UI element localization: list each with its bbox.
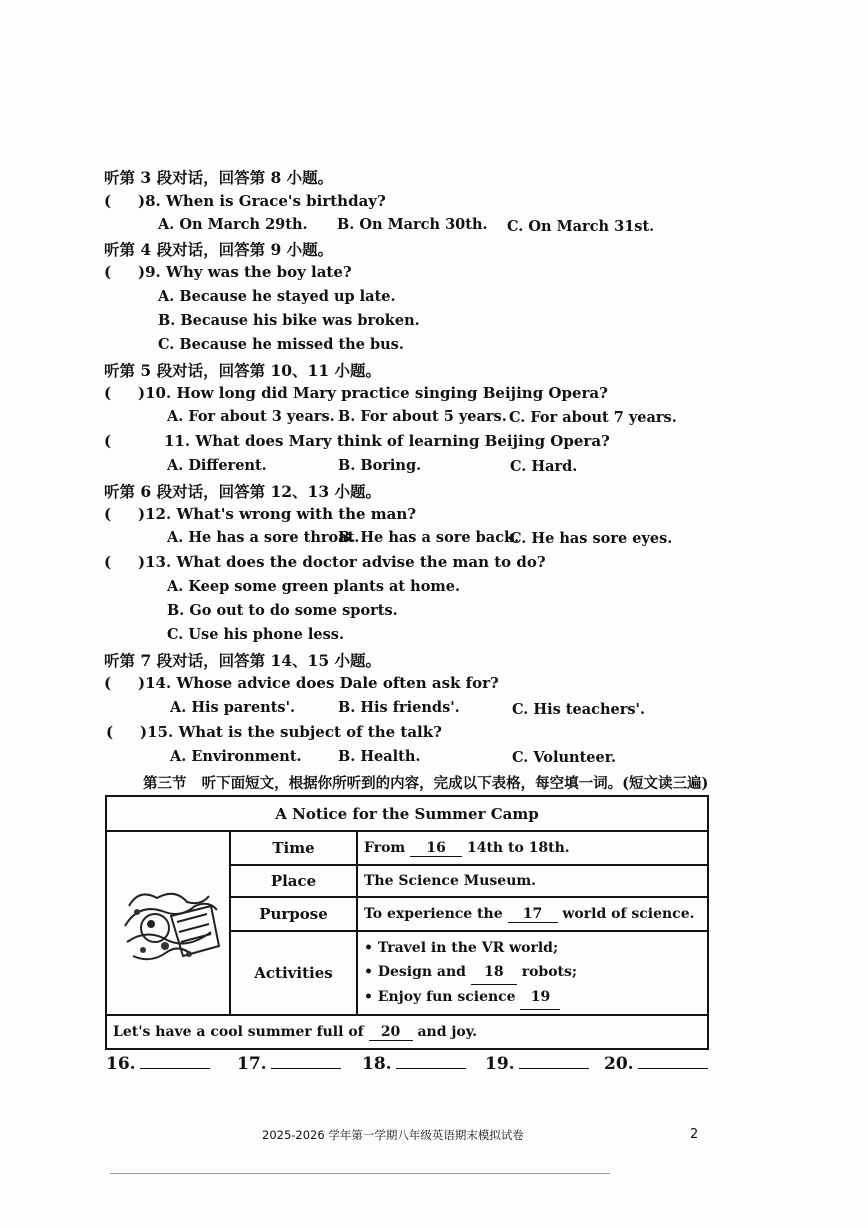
question-number: 11. xyxy=(164,432,191,450)
activity-item xyxy=(364,960,701,985)
question-text: How long did Mary practice singing Beijing Opera? xyxy=(176,384,608,402)
question-text: Why was the boy late? xyxy=(166,263,352,281)
place-value: The Science Museum. xyxy=(357,865,708,897)
option-a: A. Environment. xyxy=(170,748,302,765)
option-c: C. He has sore eyes. xyxy=(510,530,673,547)
answer-17[interactable] xyxy=(237,1054,341,1074)
answer-number: 18. xyxy=(362,1054,392,1074)
answer-bracket[interactable]: ( xyxy=(104,432,112,450)
question-number: )10. xyxy=(138,384,172,402)
question-15 xyxy=(106,723,442,741)
time-label: Time xyxy=(230,831,357,865)
time-prefix: From xyxy=(364,839,406,856)
question-14 xyxy=(104,674,499,692)
answer-16[interactable] xyxy=(106,1054,210,1074)
camp-illustration xyxy=(106,831,230,1015)
option-c: C. Because he missed the bus. xyxy=(158,336,404,353)
section-instruction-text: 听下面短文，根据你所听到的内容，完成以下表格，每空填一词。(短文读三遍) xyxy=(201,775,709,792)
option-b: B. For about 5 years. xyxy=(338,408,507,425)
blank-18[interactable]: 18 xyxy=(471,960,517,985)
question-text: Whose advice does Dale often ask for? xyxy=(176,674,499,692)
question-13 xyxy=(104,553,546,571)
question-number: )13. xyxy=(138,553,172,571)
blank-16[interactable]: 16 xyxy=(410,840,462,857)
activities-label: Activities xyxy=(230,931,357,1015)
activity-item: • Travel in the VR world; xyxy=(364,940,559,956)
question-number: )14. xyxy=(138,674,172,692)
question-text: What does Mary think of learning Beijing Opera? xyxy=(195,432,610,450)
question-number: )12. xyxy=(138,505,172,523)
conversation-7-heading: 听第 7 段对话，回答第 14、15 小题。 xyxy=(104,651,382,670)
page-number: 2 xyxy=(690,1127,699,1142)
question-text: What's wrong with the man? xyxy=(176,505,417,523)
option-b: B. Because his bike was broken. xyxy=(158,312,420,329)
page-footer-title: 2025-2026 学年第一学期八年级英语期末模拟试卷 xyxy=(262,1128,524,1142)
purpose-prefix: To experience the xyxy=(364,905,503,922)
option-c: C. Volunteer. xyxy=(512,749,617,766)
option-a: A. On March 29th. xyxy=(158,216,308,233)
place-label: Place xyxy=(230,865,357,897)
answer-bracket[interactable]: ( xyxy=(104,263,112,281)
option-a: A. Keep some green plants at home. xyxy=(167,578,461,595)
option-b: B. Go out to do some sports. xyxy=(167,602,398,619)
option-c: C. On March 31st. xyxy=(507,218,655,235)
option-c: C. His teachers'. xyxy=(512,701,646,718)
activity-suffix: robots; xyxy=(521,964,578,980)
answer-bracket[interactable]: ( xyxy=(106,723,114,741)
blank-17[interactable]: 17 xyxy=(508,906,558,923)
answer-line[interactable] xyxy=(271,1068,341,1069)
activity-item xyxy=(364,985,701,1010)
option-b: B. On March 30th. xyxy=(337,216,488,233)
answer-bracket[interactable]: ( xyxy=(104,384,112,402)
option-a: A. Because he stayed up late. xyxy=(158,288,396,305)
dragon-illustration-icon xyxy=(107,846,229,996)
option-a: A. He has a sore throat. xyxy=(167,529,360,546)
option-c: C. Hard. xyxy=(510,458,578,475)
answer-bracket[interactable]: ( xyxy=(104,505,112,523)
activities-list xyxy=(357,931,708,1015)
blank-19[interactable]: 19 xyxy=(520,985,560,1010)
option-c: C. For about 7 years. xyxy=(509,409,677,426)
blank-20[interactable]: 20 xyxy=(369,1024,413,1041)
question-text: What is the subject of the talk? xyxy=(178,723,442,741)
question-10 xyxy=(104,384,608,402)
activity-prefix: • Enjoy fun science xyxy=(364,989,516,1005)
purpose-value xyxy=(357,897,708,931)
question-number: )8. xyxy=(138,192,161,210)
summer-camp-notice-table xyxy=(105,795,709,1050)
purpose-suffix: world of science. xyxy=(562,905,695,922)
conversation-5-heading: 听第 5 段对话，回答第 10、11 小题。 xyxy=(104,361,382,380)
question-text: When is Grace's birthday? xyxy=(166,192,386,210)
notice-footer xyxy=(106,1015,708,1049)
footer-prefix: Let's have a cool summer full of xyxy=(113,1023,364,1040)
option-c: C. Use his phone less. xyxy=(167,626,345,643)
answer-19[interactable] xyxy=(485,1054,589,1074)
answer-number: 19. xyxy=(485,1054,515,1074)
time-suffix: 14th to 18th. xyxy=(466,839,570,856)
question-number: )9. xyxy=(138,263,161,281)
answer-20[interactable] xyxy=(604,1054,708,1074)
option-b: B. He has a sore back. xyxy=(338,529,520,546)
option-b: B. His friends'. xyxy=(338,699,460,716)
answer-line[interactable] xyxy=(519,1068,589,1069)
answer-bracket[interactable]: ( xyxy=(104,674,112,692)
answer-number: 17. xyxy=(237,1054,267,1074)
option-b: B. Boring. xyxy=(338,457,422,474)
purpose-label: Purpose xyxy=(230,897,357,931)
option-a: A. Different. xyxy=(167,457,267,474)
answer-line[interactable] xyxy=(140,1068,210,1069)
notice-title: A Notice for the Summer Camp xyxy=(106,796,708,831)
section-label: 第三节 xyxy=(143,775,187,792)
question-8 xyxy=(104,192,386,210)
question-12 xyxy=(104,505,416,523)
question-11 xyxy=(104,432,610,450)
time-value xyxy=(357,831,708,865)
conversation-3-heading: 听第 3 段对话，回答第 8 小题。 xyxy=(104,168,334,187)
activity-prefix: • Design and xyxy=(364,964,466,980)
conversation-4-heading: 听第 4 段对话，回答第 9 小题。 xyxy=(104,240,334,259)
option-a: A. For about 3 years. xyxy=(167,408,335,425)
option-b: B. Health. xyxy=(338,748,421,765)
answer-number: 20. xyxy=(604,1054,634,1074)
answer-bracket[interactable]: ( xyxy=(104,192,112,210)
answer-number: 16. xyxy=(106,1054,136,1074)
footer-divider xyxy=(110,1173,610,1174)
footer-suffix: and joy. xyxy=(417,1023,478,1040)
conversation-6-heading: 听第 6 段对话，回答第 12、13 小题。 xyxy=(104,482,382,501)
answer-line[interactable] xyxy=(396,1068,466,1069)
answer-18[interactable] xyxy=(362,1054,466,1074)
option-a: A. His parents'. xyxy=(170,699,296,716)
question-number: )15. xyxy=(140,723,174,741)
question-9 xyxy=(104,263,352,281)
answer-line[interactable] xyxy=(638,1068,708,1069)
section-3-instruction xyxy=(143,772,708,793)
question-text: What does the doctor advise the man to do? xyxy=(176,553,546,571)
answer-bracket[interactable]: ( xyxy=(104,553,112,571)
